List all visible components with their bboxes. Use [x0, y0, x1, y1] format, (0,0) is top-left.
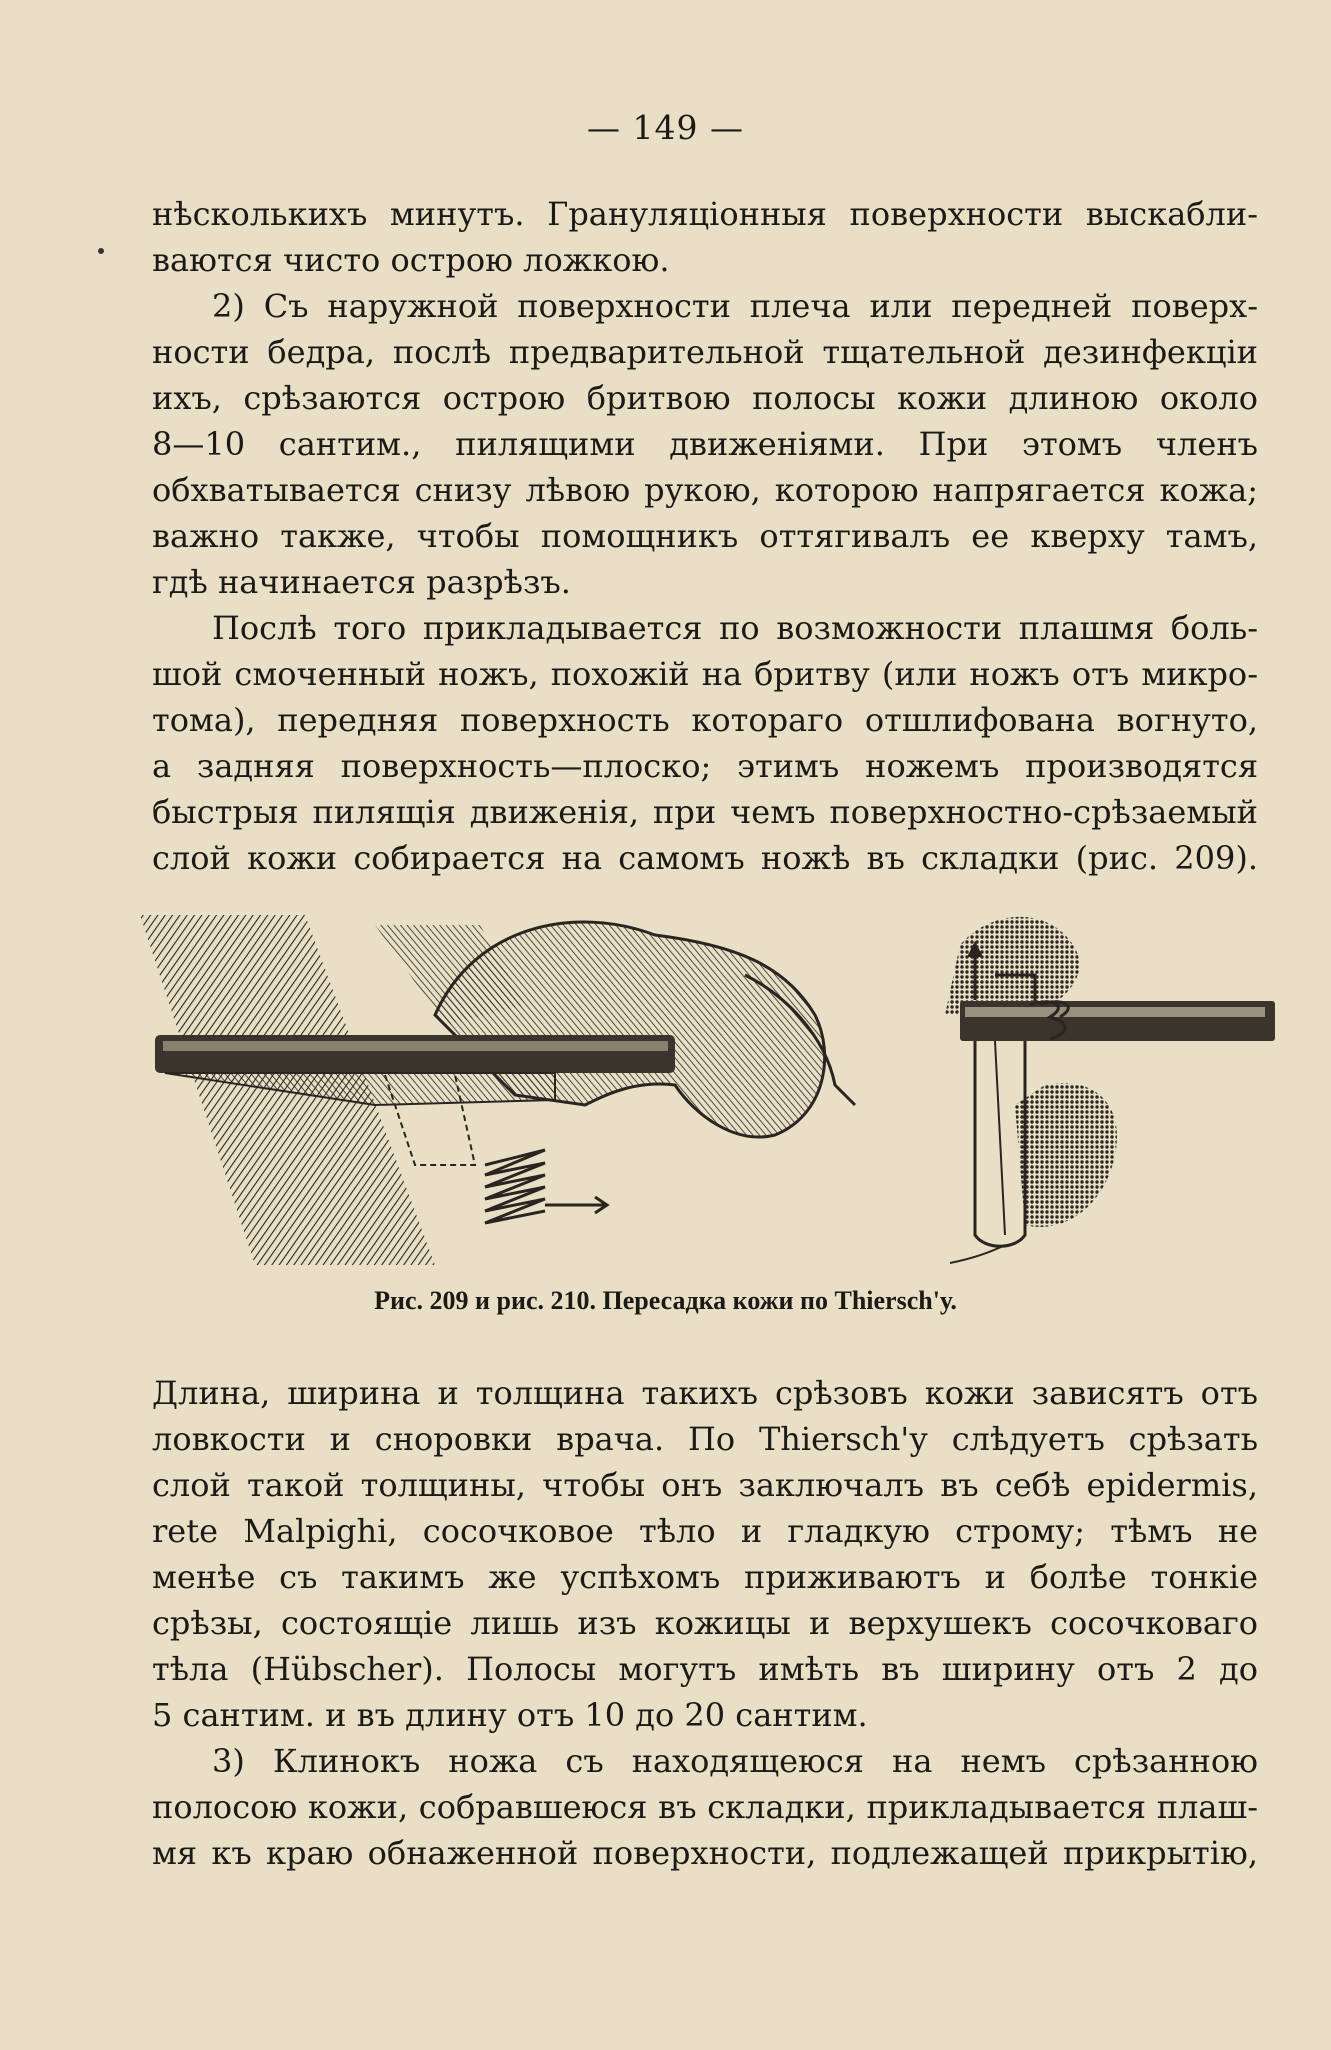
text-line: мя къ краю обнаженной поверхности, подлежащей прикрытію,	[152, 1834, 1258, 1872]
text-line: шой смоченный ножъ, похожій на бритву (или ножъ отъ микро-	[152, 655, 1258, 693]
text-line: тѣла (Hübscher). Полосы могутъ имѣть въ ширину отъ 2 до	[152, 1650, 1258, 1688]
figure-caption: Рис. 209 и рис. 210. Пересадка кожи по Thiersch'у.	[374, 1286, 957, 1315]
text-line: менѣе съ такимъ же успѣхомъ приживаютъ и болѣе тонкіе	[152, 1558, 1258, 1596]
text-line: Послѣ того прикладывается по возможности плашмя боль-	[212, 609, 1258, 647]
text-line: тома), передняя поверхность котораго отшлифована вогнуто,	[152, 701, 1258, 739]
text-line: гдѣ начинается разрѣзъ.	[152, 563, 571, 601]
text-line: обхватывается снизу лѣвою рукою, которою напрягается кожа;	[152, 471, 1258, 509]
text-line: важно также, чтобы помощникъ оттягивалъ ее кверху тамъ,	[152, 517, 1258, 555]
text-line: нѣсколькихъ минутъ. Грануляціонныя поверхности выскабли-	[152, 195, 1258, 233]
text-line: ихъ, срѣзаются острою бритвою полосы кожи длиною около	[152, 379, 1258, 417]
page-number: — 149 —	[587, 108, 744, 147]
bottom-paragraphs	[152, 1370, 1258, 1876]
text-line: rete Malpighi, сосочковое тѣло и гладкую строму; тѣмъ не	[152, 1512, 1258, 1550]
text-line: слой кожи собирается на самомъ ножѣ въ складки (рис. 209).	[152, 839, 1258, 877]
text-line: быстрыя пилящія движенія, при чемъ поверхностно-срѣзаемый	[152, 793, 1258, 831]
text-line: полосою кожи, собравшеюся въ складки, прикладывается плаш-	[152, 1788, 1258, 1826]
figures-209-210	[135, 905, 1285, 1275]
text-line: слой такой толщины, чтобы онъ заключалъ въ себѣ epidermis,	[152, 1466, 1258, 1504]
text-line: 2) Съ наружной поверхности плеча или передней поверх-	[212, 287, 1258, 325]
text-line: Длина, ширина и толщина такихъ срѣзовъ кожи зависятъ отъ	[152, 1374, 1258, 1412]
text-line: 8—10 сантим., пилящими движеніями. При этомъ членъ	[152, 425, 1258, 463]
text-line: ности бедра, послѣ предварительной тщательной дезинфекціи	[152, 333, 1258, 371]
text-line: а задняя поверхность—плоско; этимъ ножемъ производятся	[152, 747, 1258, 785]
hand-holding-knife-illustration	[140, 915, 855, 1265]
text-line: 3) Клинокъ ножа съ находящеюся на немъ срѣзанною	[212, 1742, 1258, 1780]
figure-svg	[135, 905, 1285, 1275]
knife-with-folded-skin-illustration	[945, 917, 1275, 1263]
text-line: ловкости и сноровки врача. По Thiersch'у слѣдуетъ срѣзать	[152, 1420, 1258, 1458]
text-line: ваются чисто острою ложкою.	[152, 241, 670, 279]
text-line: срѣзы, состоящіе лишь изъ кожицы и верхушекъ сосочковаго	[152, 1604, 1258, 1642]
top-paragraphs	[152, 191, 1258, 881]
margin-speck	[98, 248, 104, 254]
text-line: 5 сантим. и въ длину отъ 10 до 20 сантим.	[152, 1696, 868, 1734]
